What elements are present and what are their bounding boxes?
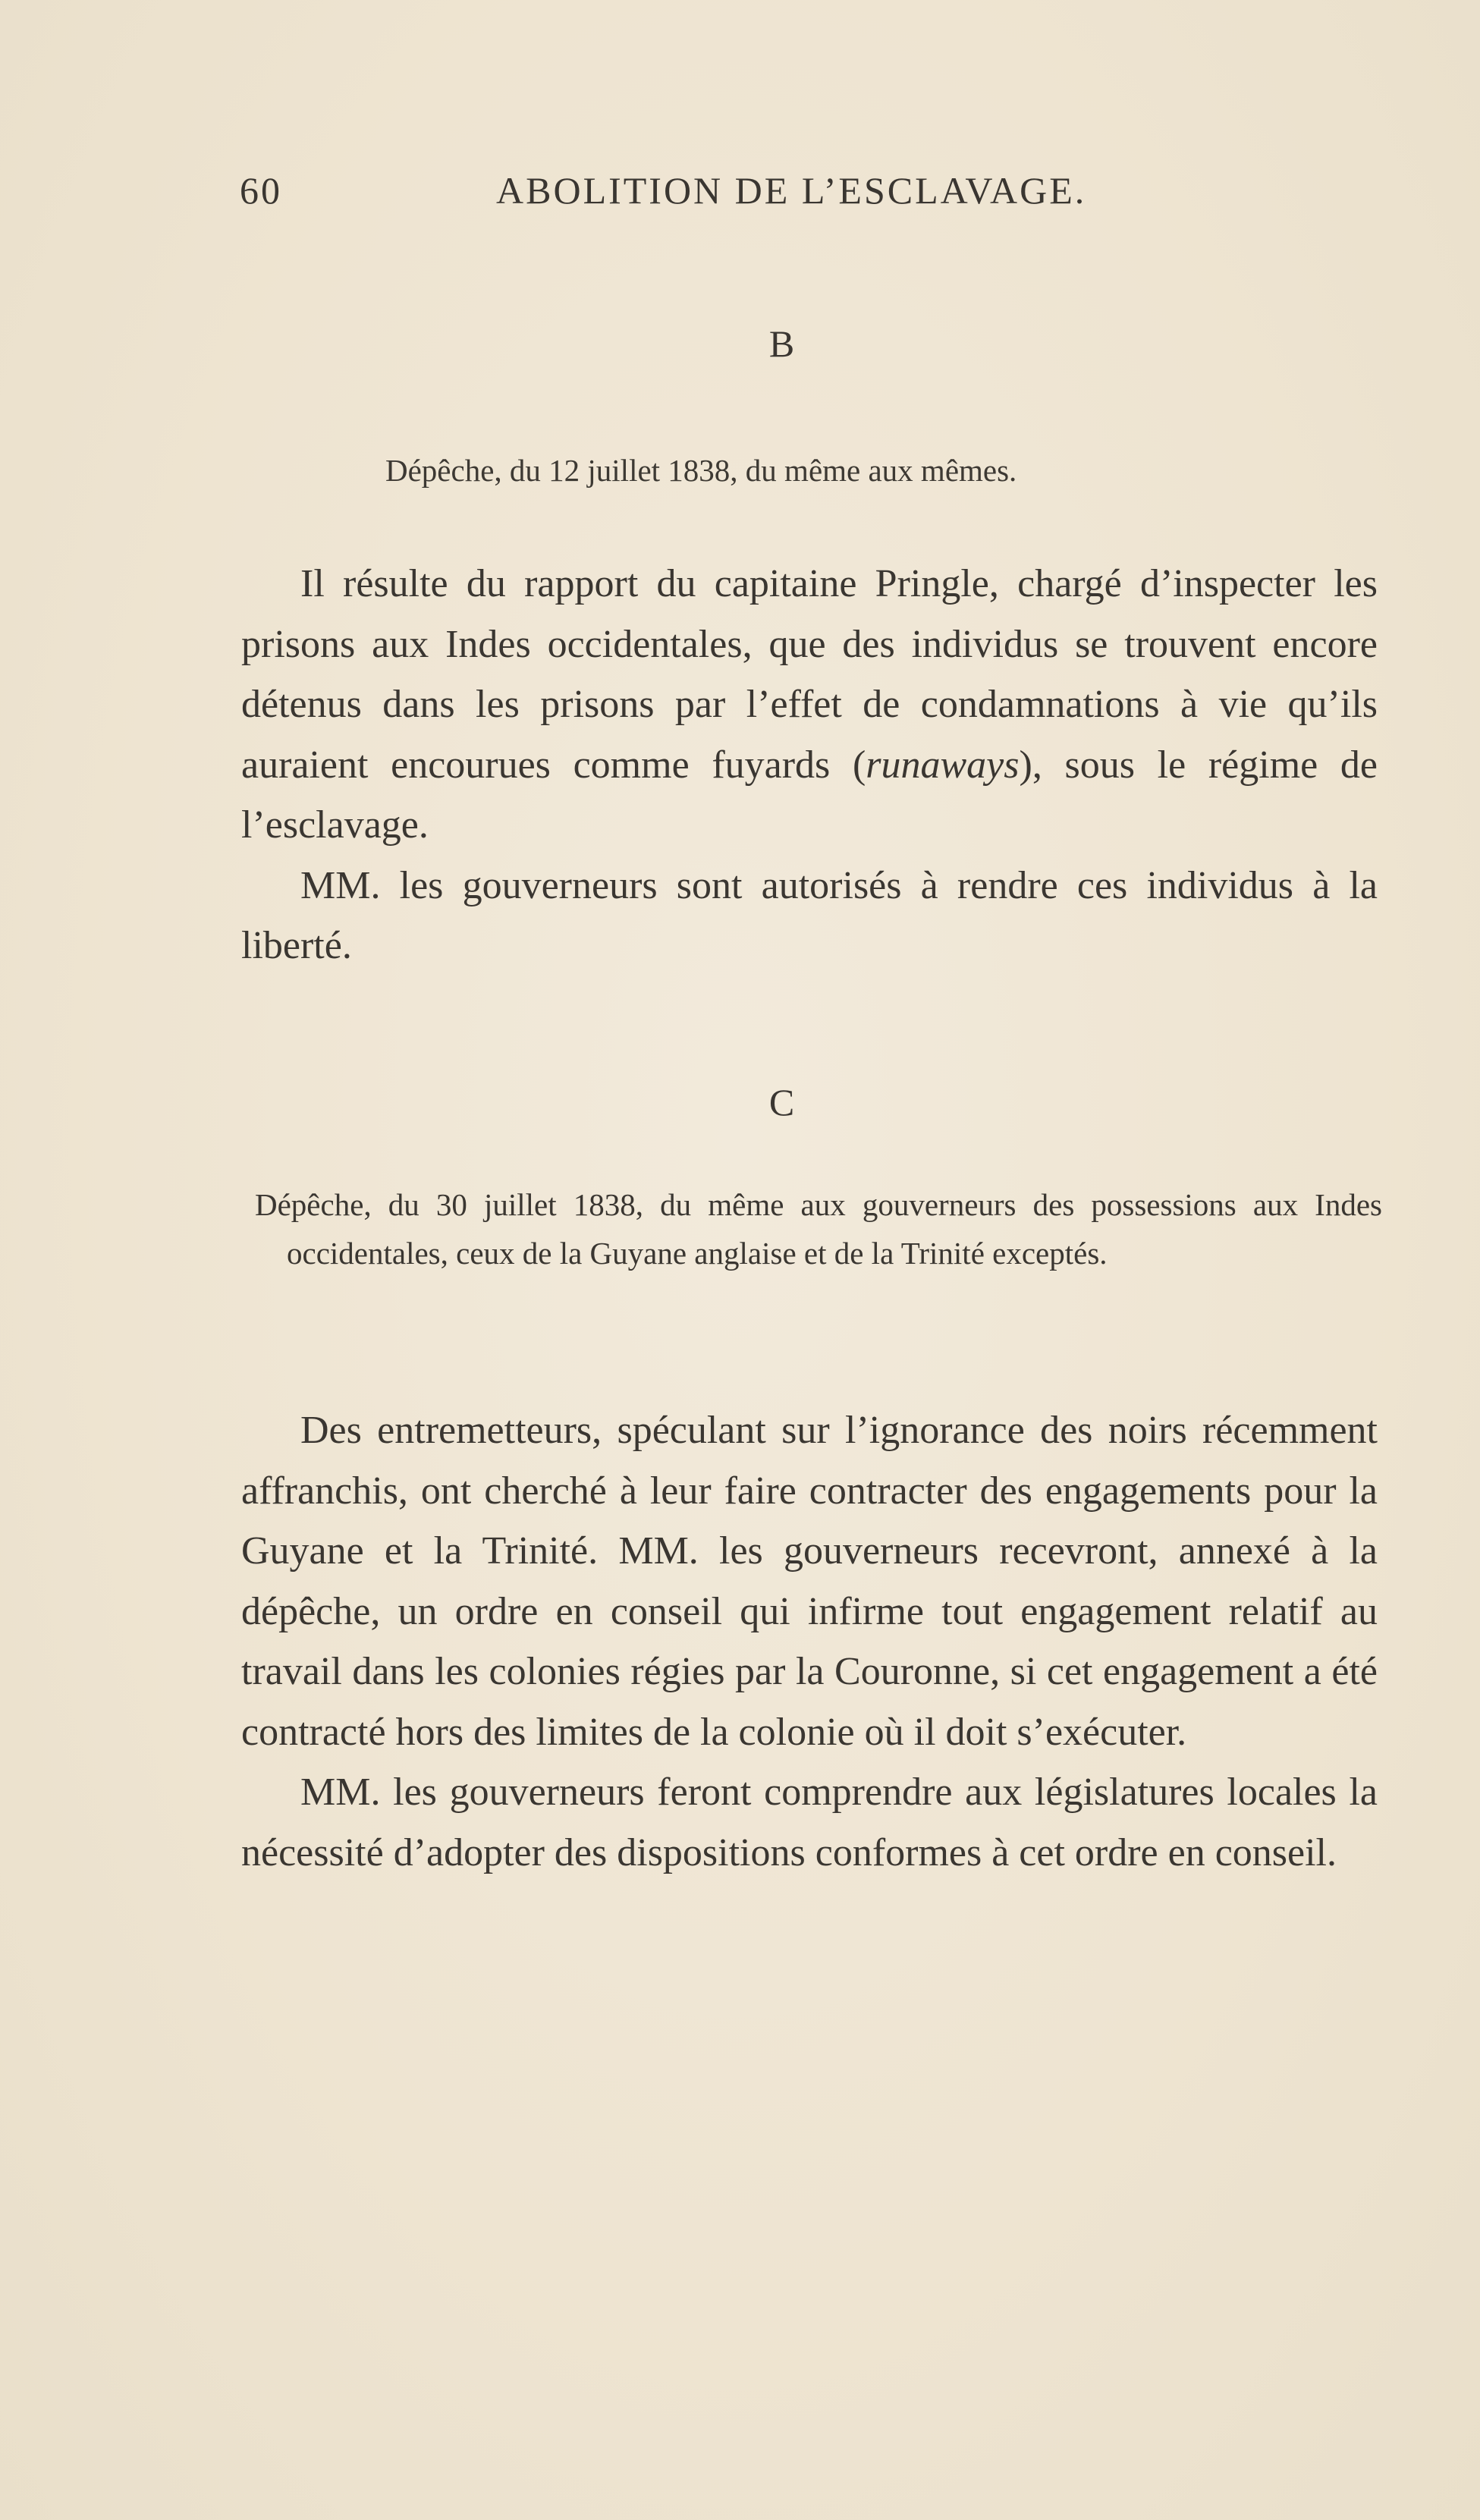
paragraph-1-text-a: Il résulte du rapport du capitaine Pringle, chargé d’inspecter les prisons aux Indes occidentales, que des individus se trouvent encore détenus dans les prisons par l’effet de condamnations à vie qu’ils auraient encourues comme fuyards ( (241, 562, 1378, 787)
section-b-paragraph-2: MM. les gouverneurs sont autorisés à rendre ces individus à la liberté. (241, 863, 1378, 967)
dispatch-heading-c: Dépêche, du 30 juillet 1838, du même aux gouverneurs des possessions aux Indes occidentales, ceux de la Guyane anglaise et de la Trinité exceptés. (255, 1187, 1382, 1271)
page-number: 60 (240, 169, 282, 212)
section-c-body (241, 1400, 1378, 1883)
dispatch-heading-b: Dépêche, du 12 juillet 1838, du même aux mêmes. (385, 453, 1017, 488)
section-letter-b: B (768, 322, 795, 365)
section-c-paragraph-1: Des entremetteurs, spéculant sur l’ignorance des noirs récemment affranchis, ont cherché à leur faire contracter des engagements pour la Guyane et la Trinité. MM. les gouverneurs recevront, annexé à la dépêche, un ordre en conseil qui infirme tout engagement relatif au travail dans les colonies régies par la Couronne, si cet engagement a été contracté hors des limites de la colonie où il doit s’exécuter. (241, 1409, 1378, 1754)
section-b-body (241, 554, 1378, 976)
section-letter-c: C (768, 1081, 795, 1123)
section-c-paragraph-2: MM. les gouverneurs feront comprendre aux législatures locales la nécessité d’adopter des dispositions conformes à cet ordre en conseil. (241, 1771, 1378, 1874)
italic-term: runaways (866, 743, 1020, 787)
paragraph-1-text-b: ), sous le régime de l’esclavage. (241, 743, 1378, 847)
section-b-paragraph-1 (241, 554, 1378, 856)
running-title: ABOLITION DE L’ESCLAVAGE. (496, 169, 1087, 212)
running-head (240, 168, 1132, 222)
